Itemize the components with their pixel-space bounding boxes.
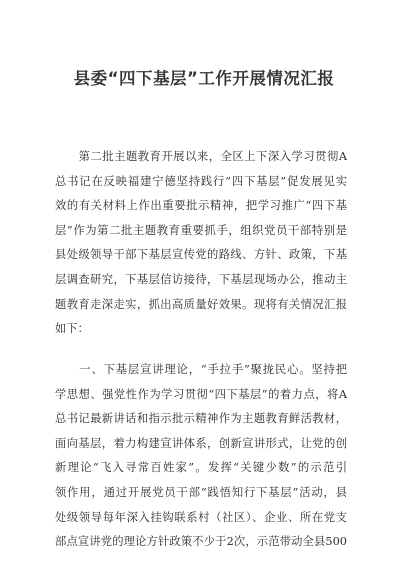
text-line: 题教育走深走实，抓出高质量好效果。现将有关情况汇报 [55,297,347,311]
text-line: 领作用，通过开展党员干部“践悟知行下基层”活动，县 [55,485,347,499]
text-line: 县处级领导干部下基层宣传党的路线、方针、政策，下基 [55,248,347,262]
text-line: 面向基层，着力构建宣讲体系，创新宣讲形式，让党的创 [55,436,347,450]
text-line: 处级领导每年深入挂钩联系村（社区）、企业、所在党支 [55,510,347,524]
text-line: 效的有关材料上作出重要批示精神，把学习推广“四下基 [55,199,347,213]
document-title: 县委“四下基层”工作开展情况汇报 [73,69,335,88]
text-line: 层”作为第二批主题教育重要抓手，组织党员干部特别是 [55,223,347,237]
paragraph-intro [55,145,347,342]
text-line: 新理论“飞入寻常百姓家”。发挥“关键少数”的示范引 [55,461,347,475]
text-line: 如下： [55,322,89,336]
text-line: 一、下基层宣讲理论，“手拉手”聚拢民心。坚持把 [55,363,347,376]
text-line: 总书记最新讲话和指示批示精神作为主题教育鲜活教材， [55,412,347,426]
text-line: 总书记在反映福建宁德坚持践行“四下基层”促发展见实 [55,174,347,188]
paragraph-section-one [55,358,347,555]
text-line: 第二批主题教育开展以来，全区上下深入学习贯彻A [55,150,347,163]
text-line: 部点宣讲党的理论方针政策不少于2次，示范带动全县500 [55,535,347,549]
text-line: 学思想、强党性作为学习贯彻“四下基层”的着力点，将A [55,387,347,401]
text-line: 层调查研究，下基层信访接待，下基层现场办公，推动主 [55,272,347,286]
